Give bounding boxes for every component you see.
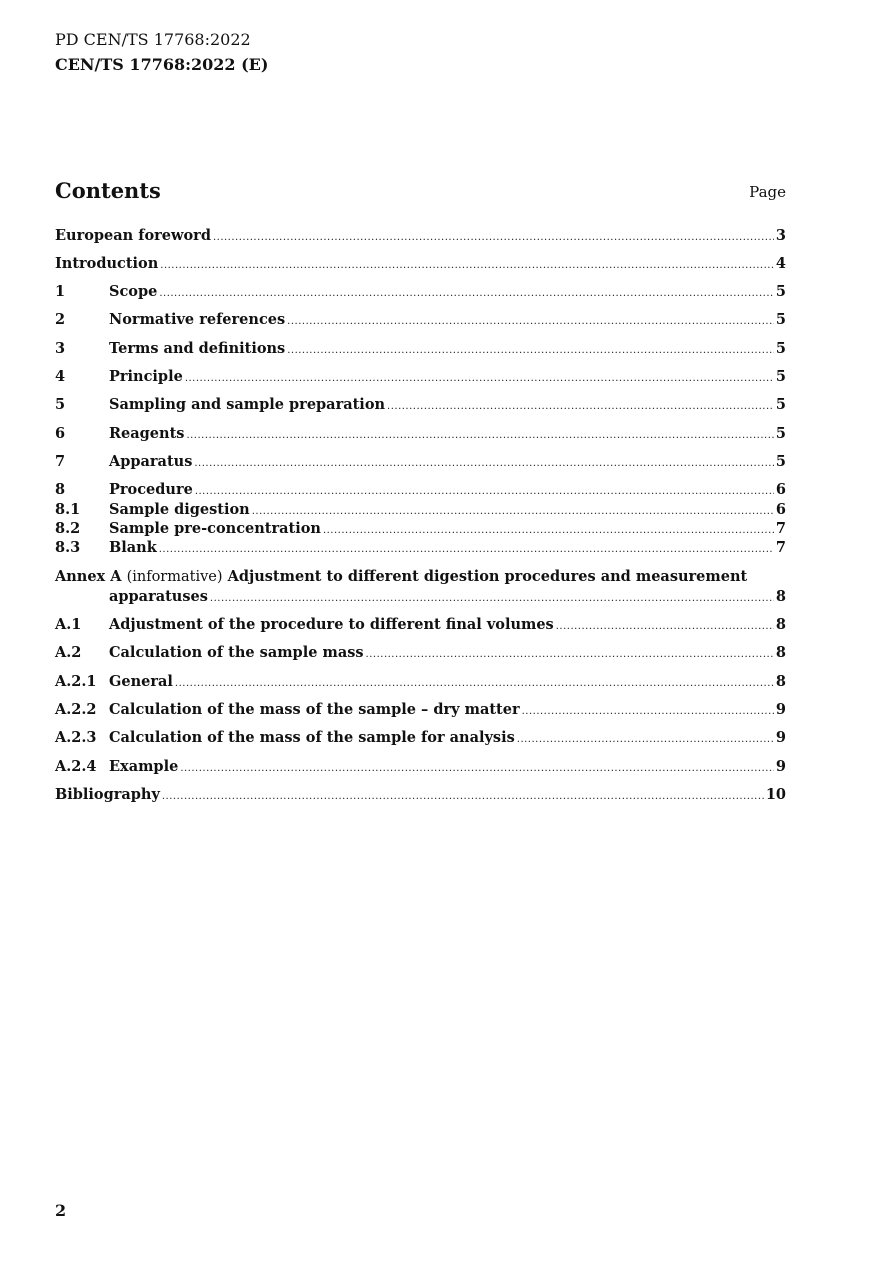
toc-entry-page: 7 <box>775 539 786 556</box>
toc-entry-page: 9 <box>775 729 786 746</box>
annex-type: (informative) <box>126 569 223 585</box>
toc-entry-title: Principle <box>109 368 183 385</box>
toc-entry-title: Sample digestion <box>109 501 250 518</box>
toc-entry-number: A.2.4 <box>55 758 97 775</box>
toc-entry-title: Reagents <box>109 425 185 442</box>
dot-leader <box>522 702 774 721</box>
dot-leader <box>195 482 774 501</box>
toc-entry-terms-and-definitions[interactable] <box>55 339 786 360</box>
toc-entry-title: Blank <box>109 539 157 556</box>
toc-entry-page: 7 <box>775 520 786 537</box>
toc-entry-page: 5 <box>775 311 786 328</box>
toc-entry-page: 8 <box>775 673 786 690</box>
toc-entry-introduction[interactable] <box>55 254 786 275</box>
toc-entry-title: Sample pre-concentration <box>109 520 321 537</box>
page-number: 2 <box>55 1201 67 1220</box>
toc-entry-number: A.2.2 <box>55 701 97 718</box>
toc-entry-normative-references[interactable] <box>55 310 786 331</box>
toc-entry-a2-2[interactable] <box>55 700 786 721</box>
toc-entry-title: Calculation of the mass of the sample – dry matter <box>109 701 520 718</box>
toc-entry-page: 5 <box>775 340 786 357</box>
toc-entry-a2-4[interactable] <box>55 757 786 778</box>
toc-entry-page: 9 <box>775 758 786 775</box>
dot-leader <box>287 312 774 331</box>
toc-entry-page: 8 <box>775 588 786 605</box>
toc-entry-number: 2 <box>55 311 66 328</box>
toc-entry-apparatus[interactable] <box>55 452 786 473</box>
toc-entry-number: 8.3 <box>55 539 81 556</box>
toc-entry-page: 5 <box>775 453 786 470</box>
toc-entry-number: 8.1 <box>55 501 81 518</box>
dot-leader <box>186 426 773 445</box>
dot-leader <box>160 256 774 275</box>
document-identifier: PD CEN/TS 17768:2022 <box>55 30 251 49</box>
annex-title-line2: apparatuses <box>109 588 208 605</box>
toc-entry-title: Sampling and sample preparation <box>109 396 386 413</box>
toc-entry-sampling[interactable] <box>55 395 786 416</box>
toc-entry-number: 8.2 <box>55 520 81 537</box>
dot-leader <box>366 645 774 664</box>
toc-entry-page: 5 <box>775 368 786 385</box>
toc-entry-sample-digestion[interactable] <box>55 500 786 521</box>
dot-leader <box>162 787 764 806</box>
dot-leader <box>210 589 774 608</box>
dot-leader <box>517 730 774 749</box>
toc-entry-page: 3 <box>775 227 786 244</box>
dot-leader <box>194 454 774 473</box>
toc-entry-a2-1[interactable] <box>55 672 786 693</box>
dot-leader <box>387 397 774 416</box>
dot-leader <box>159 284 774 303</box>
dot-leader <box>159 540 774 559</box>
toc-entry-number: A.2.3 <box>55 729 97 746</box>
toc-entry-title: Normative references <box>109 311 286 328</box>
page-column-label: Page <box>749 183 786 201</box>
toc-entry-page: 4 <box>775 255 786 272</box>
toc-entry-title: Procedure <box>109 481 193 498</box>
toc-entry-foreword[interactable] <box>55 226 786 247</box>
dot-leader <box>287 341 774 360</box>
toc-entry-number: A.2 <box>55 644 82 661</box>
annex-label: Annex A <box>55 568 122 585</box>
toc-entry-page: 5 <box>775 283 786 300</box>
toc-entry-title: Calculation of the mass of the sample for analysis <box>109 729 515 746</box>
toc-entry-sample-pre-concentration[interactable] <box>55 519 786 540</box>
toc-entry-number: 5 <box>55 396 66 413</box>
toc-entry-page: 5 <box>775 396 786 413</box>
toc-entry-a2[interactable] <box>55 643 786 664</box>
toc-entry-bibliography[interactable] <box>55 785 786 806</box>
toc-entry-page: 6 <box>775 501 786 518</box>
toc-entry-reagents[interactable] <box>55 424 786 445</box>
toc-entry-page: 8 <box>775 616 786 633</box>
toc-entry-title: Introduction <box>55 255 159 272</box>
dot-leader <box>180 759 774 778</box>
dot-leader <box>213 228 774 247</box>
toc-entry-page: 10 <box>765 786 786 803</box>
toc-entry-number: 6 <box>55 425 66 442</box>
document-designation: CEN/TS 17768:2022 (E) <box>55 55 269 74</box>
toc-entry-page: 9 <box>775 701 786 718</box>
dot-leader <box>175 674 774 693</box>
toc-entry-blank[interactable] <box>55 538 786 559</box>
toc-entry-page: 6 <box>775 481 786 498</box>
annex-title-line1: Adjustment to different digestion procedures and measurement <box>227 568 748 585</box>
toc-entry-title: European foreword <box>55 227 211 244</box>
toc-entry-principle[interactable] <box>55 367 786 388</box>
contents-heading: Contents <box>55 178 161 203</box>
toc-entry-title: Terms and definitions <box>109 340 286 357</box>
toc-entry-number: A.1 <box>55 616 82 633</box>
toc-entry-number: 3 <box>55 340 66 357</box>
toc-entry-title: Calculation of the sample mass <box>109 644 364 661</box>
toc-entry-title: Adjustment of the procedure to different final volumes <box>109 616 554 633</box>
toc-entry-page: 8 <box>775 644 786 661</box>
toc-entry-page: 5 <box>775 425 786 442</box>
toc-entry-procedure[interactable] <box>55 480 786 501</box>
toc-entry-scope[interactable] <box>55 282 786 303</box>
toc-entry-number: 8 <box>55 481 66 498</box>
toc-entry-title: Example <box>109 758 179 775</box>
dot-leader <box>185 369 774 388</box>
dot-leader <box>556 617 774 636</box>
toc-entry-number: A.2.1 <box>55 673 97 690</box>
toc-entry-annex-a[interactable] <box>55 567 786 608</box>
toc-entry-number: 1 <box>55 283 66 300</box>
toc-entry-a1[interactable] <box>55 615 786 636</box>
toc-entry-title: Scope <box>109 283 158 300</box>
toc-entry-a2-3[interactable] <box>55 728 786 749</box>
toc-entry-number: 7 <box>55 453 66 470</box>
toc-entry-title: Bibliography <box>55 786 160 803</box>
toc-entry-title: General <box>109 673 173 690</box>
toc-entry-title: Apparatus <box>109 453 193 470</box>
toc-entry-number: 4 <box>55 368 66 385</box>
